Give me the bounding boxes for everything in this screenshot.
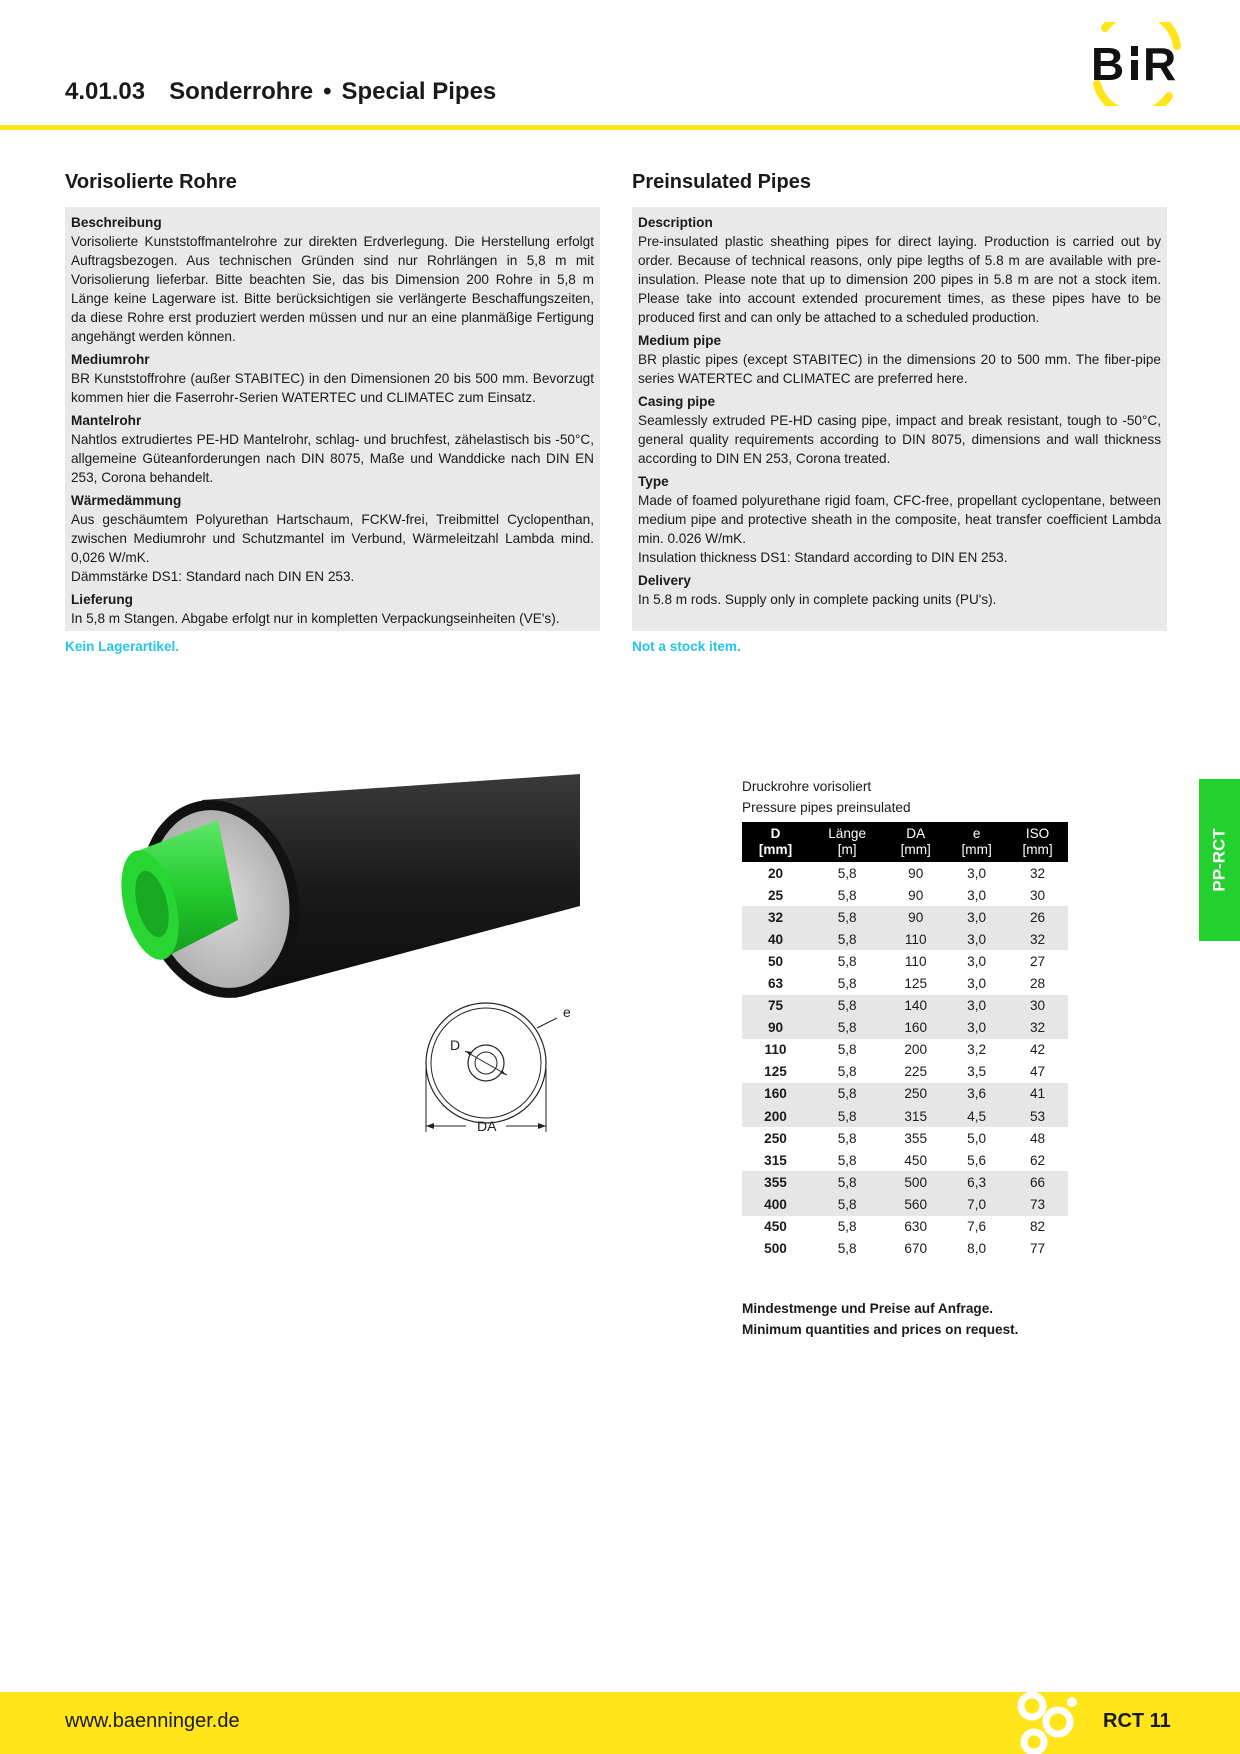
block-heading: Casing pipe <box>638 394 716 409</box>
table-cell: 62 <box>1029 1152 1046 1168</box>
table-cell: 7,6 <box>967 1219 987 1235</box>
table-cell: 5,8 <box>837 865 857 881</box>
table-cell: 90 <box>908 865 924 881</box>
table-row <box>742 950 1068 972</box>
table-row <box>742 862 1068 884</box>
table-row <box>742 1061 1068 1083</box>
block-text: Made of foamed polyurethane rigid foam, CFC-free, propellant cyclopentane, between medium pipe and protective sheath in the composite, heat transfer coefficient Lambda min. 0.026 W/mK. Insulation thickness DS1: Standard according to DIN EN 253. <box>638 493 1161 565</box>
block-heading: Wärmedämmung <box>71 493 182 508</box>
col-header-length: Länge [m] <box>809 822 885 862</box>
col-header-d: D [mm] <box>742 822 809 862</box>
block-heading: Medium pipe <box>638 333 722 348</box>
table-cell: 110 <box>764 1042 787 1058</box>
table-row <box>742 906 1068 928</box>
table-cell: 5,8 <box>837 887 857 903</box>
table-cell: 75 <box>742 995 809 1017</box>
table-cell: 3,5 <box>967 1064 987 1080</box>
table-row <box>742 1238 1068 1260</box>
table-cell: 450 <box>764 1219 787 1235</box>
table-row <box>742 1127 1068 1149</box>
table-cell: 5,8 <box>809 1171 885 1193</box>
table-cell: 26 <box>1007 906 1068 928</box>
col-header-iso: ISO [mm] <box>1007 822 1068 862</box>
title-de: Sonderrohre <box>169 78 314 105</box>
table-cell: 630 <box>904 1219 928 1235</box>
table-row <box>742 1083 1068 1105</box>
table-row <box>742 995 1068 1017</box>
table-cell: 47 <box>1029 1064 1046 1080</box>
table-cell: 5,6 <box>967 1152 987 1168</box>
table-cell: 4,5 <box>946 1105 1007 1127</box>
table-cell: 125 <box>904 976 928 992</box>
table-cell: 40 <box>742 928 809 950</box>
table-cell: 315 <box>764 1152 787 1168</box>
table-cell: 3,2 <box>967 1042 987 1058</box>
table-cell: 560 <box>885 1193 946 1215</box>
table-cell: 8,0 <box>967 1241 987 1257</box>
table-cell: 30 <box>1007 995 1068 1017</box>
table-cell: 90 <box>742 1017 809 1039</box>
col-header-e: e [mm] <box>946 822 1007 862</box>
left-stock-note: Kein Lagerartikel. <box>65 639 180 654</box>
footer-bar <box>0 1692 1240 1754</box>
table-cell: 110 <box>904 953 927 969</box>
table-cell: 5,8 <box>809 1193 885 1215</box>
table-cell: 500 <box>885 1171 946 1193</box>
block-text: Seamlessly extruded PE-HD casing pipe, impact and break resistant, tough to -50°C, general quality requirements according to DIN 8075, dimensions and wall thickness according to DIN EN 253, Corona treated. <box>638 413 1161 466</box>
block-heading: Type <box>638 474 669 489</box>
left-description-box <box>65 207 600 631</box>
table-cell: 5,8 <box>837 1130 857 1146</box>
table-cell: 3,0 <box>946 995 1007 1017</box>
block-text: Nahtlos extrudiertes PE-HD Mantelrohr, schlag- und bruchfest, zähelastisch bis -50°C, allgemeine Güteanforderungen nach DIN 8075, Maße und Wanddicke nach DIN EN 253, Corona behandelt. <box>71 432 594 485</box>
table-cell: 63 <box>767 976 784 992</box>
label-da: DA <box>477 1118 497 1134</box>
block-text: Pre-insulated plastic sheathing pipes for direct laying. Production is carried out by order. Because of technical reasons, only pipe legths of 5.8 m are available with pre-insulation. Please note that up to dimension 200 pipes in 5.8 m are not a stock item. Please take into account extended procurement times, as these pipes have to be produced first and can only be attached to a scheduled production. <box>638 234 1161 325</box>
logo-letter-b: B <box>1091 38 1125 90</box>
table-header-row <box>742 822 1068 862</box>
table-cell: 90 <box>908 887 924 903</box>
page-title <box>65 78 496 106</box>
block-text: In 5,8 m Stangen. Abgabe erfolgt nur in kompletten Verpackungseinheiten (VE's). <box>71 611 560 626</box>
table-cell: 5,8 <box>837 1219 857 1235</box>
right-column-title: Preinsulated Pipes <box>632 171 811 193</box>
left-column-title: Vorisolierte Rohre <box>65 171 237 193</box>
block-heading: Mediumrohr <box>71 352 150 367</box>
table-cell: 3,0 <box>967 976 987 992</box>
decorative-mark-icon <box>1010 1692 1085 1754</box>
header-rule <box>0 125 1240 130</box>
table-cell: 41 <box>1007 1083 1068 1105</box>
block-text: BR Kunststoffrohre (außer STABITEC) in den Dimensionen 20 bis 500 mm. Bevorzugt kommen hier die Faserrohr-Serien WATERTEC und CLIMATEC zum Einsatz. <box>71 371 594 405</box>
table-cell: 3,0 <box>946 928 1007 950</box>
block-text: In 5.8 m rods. Supply only in complete packing units (PU's). <box>638 592 997 607</box>
table-cell: 670 <box>904 1241 928 1257</box>
side-tab-pp-rct <box>1199 779 1240 941</box>
label-e: e <box>563 1004 571 1020</box>
br-logo <box>1085 22 1190 106</box>
table-cell: 5,8 <box>837 1241 857 1257</box>
table-cell: 3,0 <box>967 953 987 969</box>
table-cell: 20 <box>767 865 784 881</box>
table-cell: 6,3 <box>946 1171 1007 1193</box>
table-cell: 200 <box>742 1105 809 1127</box>
table-cell: 5,8 <box>837 976 857 992</box>
d-dimension-line <box>465 1051 507 1075</box>
block-text: Aus geschäumtem Polyurethan Hartschaum, FCKW-frei, Treibmittel Cyclopenthan, zwischen Mediumrohr und Schutzmantel im Verbund, Wärmeleitzahl Lambda mind. 0,026 W/mK. Dämmstärke DS1: Standard nach DIN EN 253. <box>71 512 594 584</box>
table-cell: 3,0 <box>946 906 1007 928</box>
table-cell: 140 <box>885 995 946 1017</box>
label-d: D <box>450 1037 461 1053</box>
order-notice <box>742 1298 1018 1340</box>
table-cell: 5,8 <box>837 1064 857 1080</box>
table-cell: 500 <box>764 1241 787 1257</box>
table-row <box>742 972 1068 994</box>
table-cell: 125 <box>764 1064 787 1080</box>
table-cell: 200 <box>904 1042 928 1058</box>
table-cell: 355 <box>904 1130 928 1146</box>
table-cell: 48 <box>1029 1130 1046 1146</box>
table-cell: 5,8 <box>809 906 885 928</box>
block-text: BR plastic pipes (except STABITEC) in the dimensions 20 to 500 mm. The fiber-pipe series WATERTEC and CLIMATEC are preferred here. <box>638 352 1161 386</box>
table-cell: 3,0 <box>967 865 987 881</box>
table-cell: 5,0 <box>967 1130 987 1146</box>
table-row <box>742 1039 1068 1061</box>
table-cell: 66 <box>1007 1171 1068 1193</box>
block-text: Vorisolierte Kunststoffmantelrohre zur direkten Erdverlegung. Die Herstellung erfolgt Auftragsbezogen. Aus technischen Gründen sind nur Rohrlängen in 5,8 m mit Vorisolierung lieferbar. Bitte beachten Sie, das bis Dimension 200 Rohre in 5,8 m Länge keine Lagerware ist. Bitte berücksichtigen sie verlängerte Beschaffungszeiten, da diese Rohre erst produziert werden müssen und nur an eine planmäßige Fertigung angehängt werden können. <box>71 234 594 344</box>
table-cell: 53 <box>1007 1105 1068 1127</box>
right-description-box <box>632 207 1167 631</box>
page-number: RCT 11 <box>1103 1710 1171 1732</box>
table-cell: 73 <box>1007 1193 1068 1215</box>
table-row <box>742 1216 1068 1238</box>
table-cell: 28 <box>1029 976 1046 992</box>
title-en: Special Pipes <box>341 78 497 105</box>
notice-en: Minimum quantities and prices on request. <box>742 1322 1019 1337</box>
table-caption-en: Pressure pipes preinsulated <box>742 800 911 815</box>
logo-letter-r: R <box>1143 38 1177 90</box>
table-cell: 25 <box>767 887 784 903</box>
table-cell: 110 <box>885 928 946 950</box>
table-cell: 5,8 <box>837 1152 857 1168</box>
table-caption-de: Druckrohre vorisoliert <box>742 779 872 794</box>
table-cell: 7,0 <box>946 1193 1007 1215</box>
table-row <box>742 1193 1068 1215</box>
table-cell: 3,6 <box>946 1083 1007 1105</box>
footer-url[interactable]: www.baenninger.de <box>65 1710 240 1732</box>
section-number: 4.01.03 <box>65 78 146 105</box>
pressure-pipes-table <box>742 822 1068 1260</box>
table-row <box>742 1149 1068 1171</box>
table-cell: 77 <box>1029 1241 1046 1257</box>
side-tab-label: PP-RCT <box>1209 828 1229 892</box>
block-heading: Mantelrohr <box>71 413 142 428</box>
block-heading: Description <box>638 215 713 230</box>
table-cell: 5,8 <box>837 953 857 969</box>
table-cell: 250 <box>764 1130 787 1146</box>
table-row <box>742 884 1068 906</box>
table-row <box>742 1105 1068 1127</box>
block-heading: Beschreibung <box>71 215 162 230</box>
table-cell: 30 <box>1029 887 1046 903</box>
right-stock-note: Not a stock item. <box>632 639 741 654</box>
table-cell: 160 <box>742 1083 809 1105</box>
table-cell: 5,8 <box>809 995 885 1017</box>
cross-section-diagram <box>426 1003 571 1134</box>
title-separator: • <box>323 78 332 105</box>
block-heading: Lieferung <box>71 592 133 607</box>
table-cell: 27 <box>1029 953 1046 969</box>
table-cell: 42 <box>1029 1042 1046 1058</box>
block-heading: Delivery <box>638 573 691 588</box>
table-cell: 3,0 <box>946 1017 1007 1039</box>
table-cell: 250 <box>885 1083 946 1105</box>
table-cell: 50 <box>767 953 784 969</box>
table-cell: 5,8 <box>809 1083 885 1105</box>
e-leader-line <box>537 1018 557 1028</box>
table-cell: 5,8 <box>809 1017 885 1039</box>
table-cell: 3,0 <box>967 887 987 903</box>
table-cell: 32 <box>742 906 809 928</box>
table-cell: 32 <box>1007 928 1068 950</box>
table-cell: 160 <box>885 1017 946 1039</box>
table-row <box>742 1017 1068 1039</box>
table-cell: 32 <box>1007 1017 1068 1039</box>
table-cell: 450 <box>904 1152 928 1168</box>
table-cell: 90 <box>885 906 946 928</box>
table-cell: 315 <box>885 1105 946 1127</box>
table-cell: 5,8 <box>809 928 885 950</box>
table-cell: 32 <box>1029 865 1046 881</box>
col-header-da: DA [mm] <box>885 822 946 862</box>
table-cell: 400 <box>742 1193 809 1215</box>
table-cell: 355 <box>742 1171 809 1193</box>
preinsulated-pipe-illustration <box>120 760 590 1180</box>
table-cell: 82 <box>1029 1219 1046 1235</box>
table-cell: 225 <box>904 1064 928 1080</box>
table-cell: 5,8 <box>837 1042 857 1058</box>
table-row <box>742 1171 1068 1193</box>
table-cell: 5,8 <box>809 1105 885 1127</box>
table-row <box>742 928 1068 950</box>
notice-de: Mindestmenge und Preise auf Anfrage. <box>742 1301 994 1316</box>
